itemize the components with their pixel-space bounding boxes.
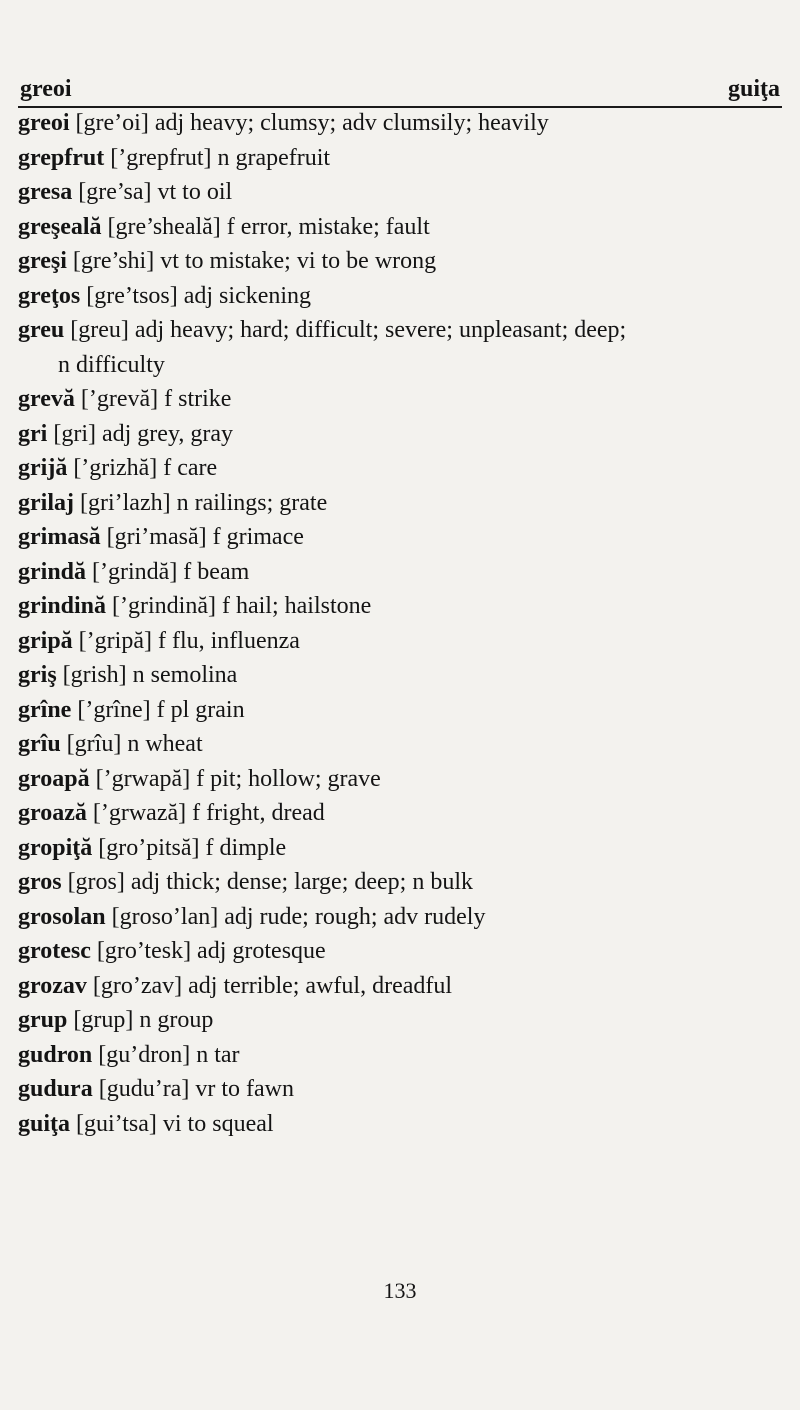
dictionary-entry (18, 175, 782, 210)
entry-headword: groază (18, 800, 87, 826)
dictionary-entry (18, 1038, 782, 1073)
entry-headword: grîne (18, 696, 72, 723)
dictionary-entry (18, 141, 782, 176)
entry-headword: grotesc (18, 938, 91, 964)
entry-headword: gudron (18, 1041, 93, 1068)
dictionary-entry (18, 865, 782, 900)
entry-headword: greoi (18, 110, 70, 136)
entry-definition: [gre’oi] adj heavy; clumsy; adv clumsily; heavily (69, 110, 549, 136)
entry-definition: [’grwapă] f pit; hollow; grave (89, 765, 381, 792)
entry-headword: greşeală (18, 213, 102, 240)
entry-definition: [’grîne] f pl grain (71, 696, 245, 723)
entry-headword: grîu (18, 731, 61, 757)
guide-word-left: greoi (20, 76, 72, 102)
entry-definition-continuation: n difficulty (58, 351, 165, 378)
entry-headword: grosolan (18, 903, 106, 930)
dictionary-entry (18, 210, 782, 245)
entry-headword: grimasă (18, 524, 101, 550)
entry-definition: [gre’tsos] adj sickening (80, 282, 312, 309)
dictionary-entry (18, 934, 782, 969)
entry-list (18, 106, 782, 1141)
entry-headword: gropiţă (18, 834, 93, 861)
dictionary-entry (18, 279, 782, 314)
dictionary-entry (18, 417, 782, 452)
entry-definition: [gre’sheală] f error, mistake; fault (101, 213, 430, 240)
guide-word-right: guiţa (727, 76, 780, 102)
entry-headword: greu (18, 317, 65, 343)
dictionary-entry (18, 1003, 782, 1038)
dictionary-entry (18, 313, 782, 382)
entry-headword: gresa (18, 179, 73, 205)
entry-definition: [gre’shi] vt to mistake; vi to be wrong (66, 248, 437, 274)
entry-headword: grevă (18, 386, 75, 412)
entry-headword: gudura (18, 1076, 93, 1102)
dictionary-entry (18, 106, 782, 141)
dictionary-entry (18, 796, 782, 831)
entry-definition: [gu’dron] n tar (92, 1041, 240, 1068)
entry-definition: [’grevă] f strike (74, 386, 232, 412)
entry-definition: [gri] adj grey, gray (47, 420, 234, 447)
page-number: 133 (383, 1278, 417, 1303)
dictionary-entry (18, 693, 782, 728)
entry-headword: grilaj (18, 489, 74, 516)
entry-definition: [’gripă] f flu, influenza (72, 627, 300, 654)
entry-headword: grijă (18, 455, 68, 481)
entry-definition: [grup] n group (67, 1007, 214, 1033)
entry-headword: gripă (18, 627, 73, 654)
dictionary-entry (18, 451, 782, 486)
entry-headword: gros (18, 869, 62, 895)
dictionary-entry (18, 762, 782, 797)
dictionary-entry (18, 727, 782, 762)
entry-headword: grup (18, 1007, 68, 1033)
entry-definition: [groso’lan] adj rude; rough; adv rudely (105, 903, 486, 930)
entry-definition: [gudu’ra] vr to fawn (92, 1076, 294, 1102)
dictionary-entry (18, 486, 782, 521)
entry-headword: guiţa (18, 1110, 71, 1137)
entry-definition: [greu] adj heavy; hard; difficult; severe; unpleasant; deep; (64, 317, 627, 343)
entry-headword: griş (18, 662, 57, 688)
dictionary-entry (18, 969, 782, 1004)
entry-headword: grindină (18, 593, 107, 619)
dictionary-entry (18, 1107, 782, 1142)
entry-definition: [’grwază] f fright, dread (86, 800, 325, 826)
entry-definition: [gri’lazh] n railings; grate (73, 489, 328, 516)
dictionary-entry (18, 555, 782, 590)
running-header (18, 70, 782, 108)
entry-headword: greţos (18, 282, 81, 309)
entry-definition: [gri’masă] f grimace (100, 524, 304, 550)
entry-definition: [gro’zav] adj terrible; awful, dreadful (86, 972, 453, 999)
entry-definition: [grish] n semolina (56, 662, 238, 688)
dictionary-entry (18, 658, 782, 693)
dictionary-entry (18, 831, 782, 866)
dictionary-entry (18, 382, 782, 417)
entry-headword: grindă (18, 558, 87, 585)
entry-definition: [gros] adj thick; dense; large; deep; n bulk (61, 869, 474, 895)
dictionary-entry (18, 1072, 782, 1107)
dictionary-entry (18, 520, 782, 555)
entry-definition: [gro’pitsă] f dimple (92, 834, 287, 861)
entry-definition: [gro’tesk] adj grotesque (90, 938, 326, 964)
entry-definition: [gui’tsa] vi to squeal (70, 1110, 274, 1137)
dictionary-entry (18, 589, 782, 624)
entry-definition: [’grindă] f beam (86, 558, 250, 585)
entry-definition: [’grizhă] f care (67, 455, 218, 481)
dictionary-entry (18, 244, 782, 279)
entry-definition: [’grindină] f hail; hailstone (106, 593, 372, 619)
entry-definition: [’grepfrut] n grapefruit (104, 144, 331, 171)
entry-definition: [grîu] n wheat (60, 731, 203, 757)
entry-headword: grozav (18, 972, 87, 999)
entry-headword: groapă (18, 765, 90, 792)
dictionary-entry (18, 900, 782, 935)
entry-headword: gri (18, 420, 48, 447)
entry-definition: [gre’sa] vt to oil (72, 179, 233, 205)
entry-headword: greşi (18, 248, 67, 274)
dictionary-entry (18, 624, 782, 659)
entry-headword: grepfrut (18, 144, 105, 171)
